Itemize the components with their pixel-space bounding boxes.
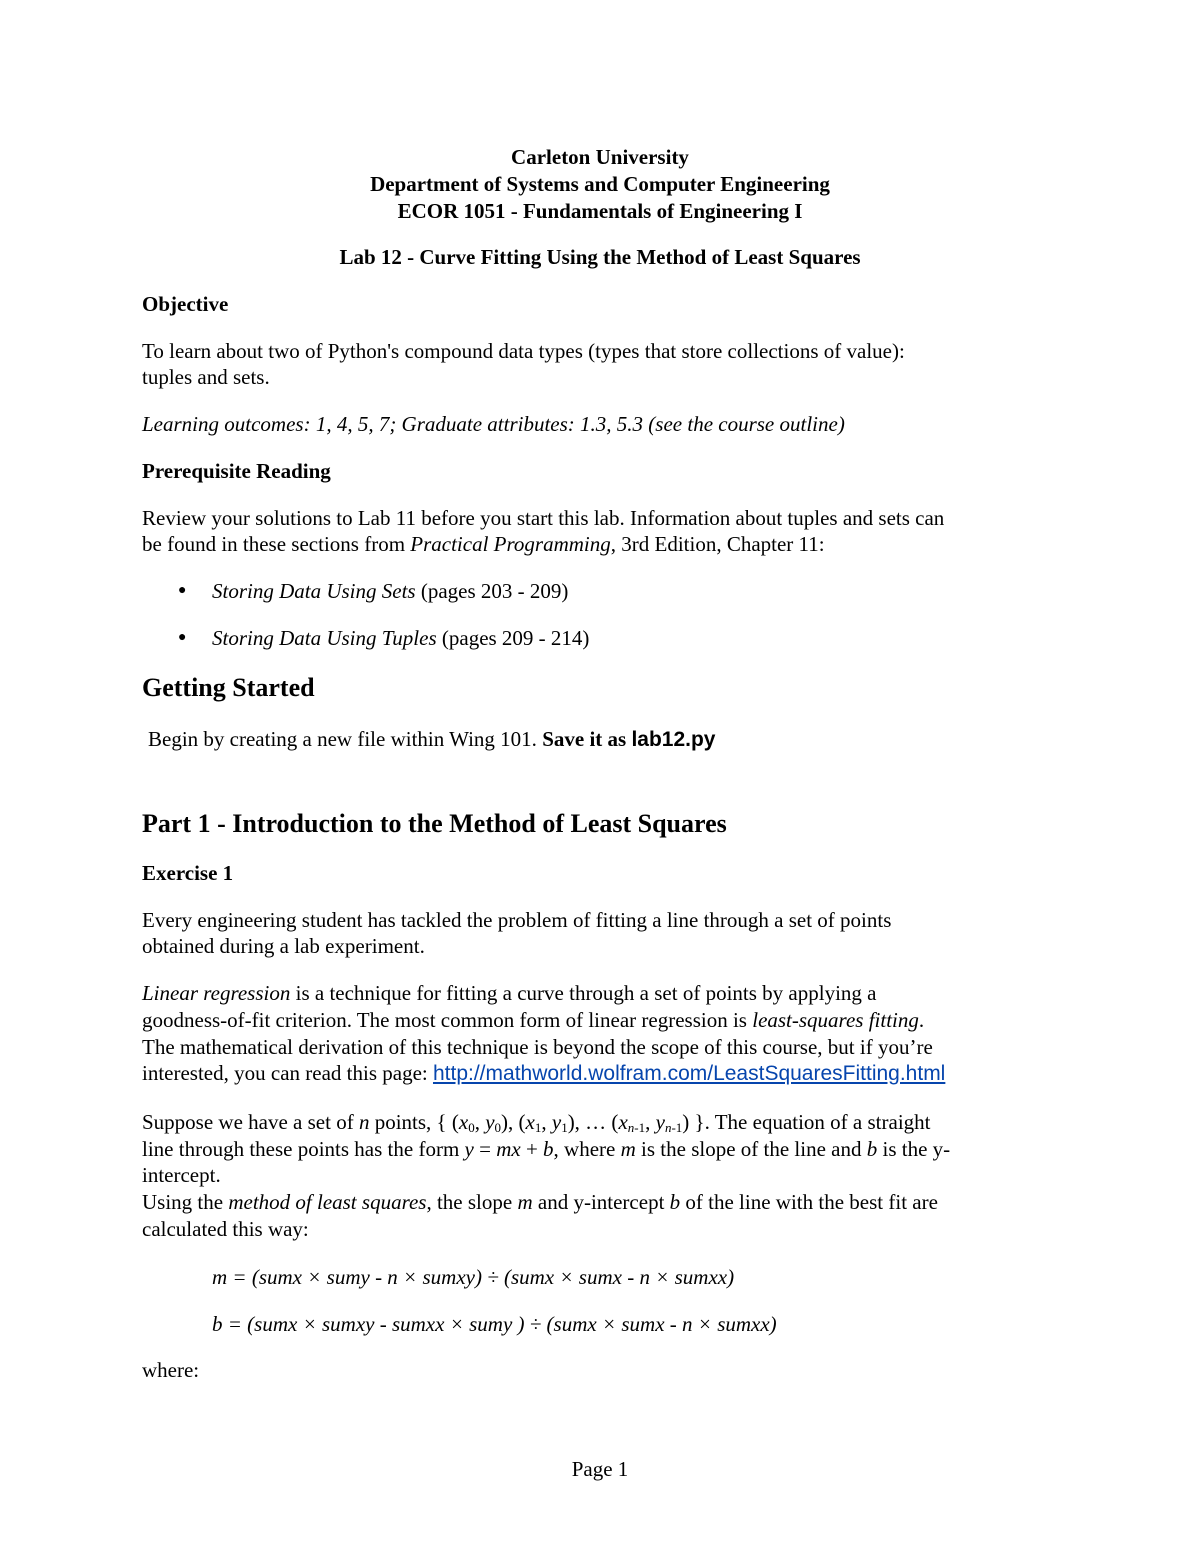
objective-heading: Objective	[142, 292, 229, 316]
objective-text-line2: tuples and sets.	[142, 365, 270, 389]
reading-item-title: Storing Data Using Tuples	[212, 626, 437, 650]
paragraph2-line2-end: .	[918, 1008, 925, 1032]
paragraph3-line2: line through these points has the form y = mx + b, where m is the slope of the line and b is the y-	[142, 1137, 951, 1161]
page-number: Page 1	[571, 1457, 629, 1481]
term-method-of-least-squares: method of least squares	[228, 1190, 427, 1214]
department-name: Department of Systems and Computer Engineering	[370, 172, 830, 196]
paragraph2-line3: The mathematical derivation of this technique is beyond the scope of this course, but if you’re	[142, 1035, 933, 1059]
var-m: m	[517, 1190, 533, 1214]
objective-text-line1: To learn about two of Python's compound data types (types that store collections of value):	[142, 339, 905, 363]
formula-slope: m = (sumx × sumy - n × sumxy) ÷ (sumx × sumx - n × sumxx)	[212, 1265, 735, 1289]
mathworld-link[interactable]: http://mathworld.wolfram.com/LeastSquaresFitting.html	[432, 1062, 946, 1085]
paragraph4-line2: calculated this way:	[142, 1217, 309, 1241]
reading-item-tuples	[212, 626, 589, 651]
prereq-text-line2-end: , 3rd Edition, Chapter 11:	[610, 532, 825, 556]
paragraph2-line1	[142, 981, 876, 1006]
exercise-heading: Exercise 1	[142, 861, 234, 885]
paragraph1-line2: obtained during a lab experiment.	[142, 934, 425, 958]
paragraph2-line4	[142, 1061, 945, 1086]
reading-item-sets	[212, 579, 568, 604]
getting-started-instruction: Begin by creating a new file within Wing 101.	[148, 727, 543, 751]
var-b: b	[669, 1190, 681, 1214]
reading-item-pages: (pages 203 - 209)	[415, 579, 569, 603]
paragraph4-text: Using the	[142, 1190, 229, 1214]
learning-outcomes: Learning outcomes: 1, 4, 5, 7; Graduate attributes: 1.3, 5.3 (see the course outline)	[142, 412, 845, 436]
lab-title: Lab 12 - Curve Fitting Using the Method of Least Squares	[339, 245, 861, 269]
paragraph2-line2-start: goodness-of-fit criterion. The most common form of linear regression is	[142, 1008, 753, 1032]
getting-started-text	[148, 727, 715, 752]
formula-intercept: b = (sumx × sumxy - sumxx × sumy ) ÷ (sumx × sumx - n × sumxx)	[212, 1312, 777, 1336]
course-name: ECOR 1051 - Fundamentals of Engineering I	[397, 199, 803, 223]
paragraph4-text: and y-intercept	[532, 1190, 670, 1214]
paragraph4-text: of the line with the best fit are	[680, 1190, 938, 1214]
reading-item-pages: (pages 209 - 214)	[436, 626, 590, 650]
book-title: Practical Programming	[410, 532, 611, 556]
bullet-icon: ●	[178, 583, 187, 598]
where-label: where:	[142, 1358, 200, 1382]
paragraph1-line1: Every engineering student has tackled the problem of fitting a line through a set of points	[142, 908, 892, 932]
filename: lab12.py	[631, 728, 716, 751]
prereq-text-line2	[142, 532, 825, 557]
bullet-icon: ●	[178, 630, 187, 645]
university-name: Carleton University	[511, 145, 689, 169]
paragraph3-line3: intercept.	[142, 1163, 221, 1187]
paragraph2-line1-rest: is a technique for fitting a curve through a set of points by applying a	[290, 981, 877, 1005]
paragraph3-line1: Suppose we have a set of n points, { ($x_0$, $y_0$), ($x_1$, $y_1$), … ($x_{n-1}$, $y_{n-1}$) }. The equation of a straight	[142, 1110, 931, 1135]
prereq-text-line2-start: be found in these sections from	[142, 532, 411, 556]
paragraph2-line4-start: interested, you can read this page:	[142, 1061, 433, 1085]
reading-item-title: Storing Data Using Sets	[212, 579, 416, 603]
paragraph2-line2	[142, 1008, 924, 1033]
term-least-squares-fitting: least-squares fitting	[752, 1008, 919, 1032]
part1-heading: Part 1 - Introduction to the Method of Least Squares	[142, 809, 727, 838]
save-instruction: Save it as	[542, 727, 632, 751]
prereq-text-line1: Review your solutions to Lab 11 before you start this lab. Information about tuples and sets can	[142, 506, 945, 530]
term-linear-regression: Linear regression	[142, 981, 291, 1005]
prereq-heading: Prerequisite Reading	[142, 459, 331, 483]
getting-started-heading: Getting Started	[142, 673, 315, 702]
paragraph4-text: , the slope	[426, 1190, 518, 1214]
paragraph4-line1	[142, 1190, 938, 1215]
